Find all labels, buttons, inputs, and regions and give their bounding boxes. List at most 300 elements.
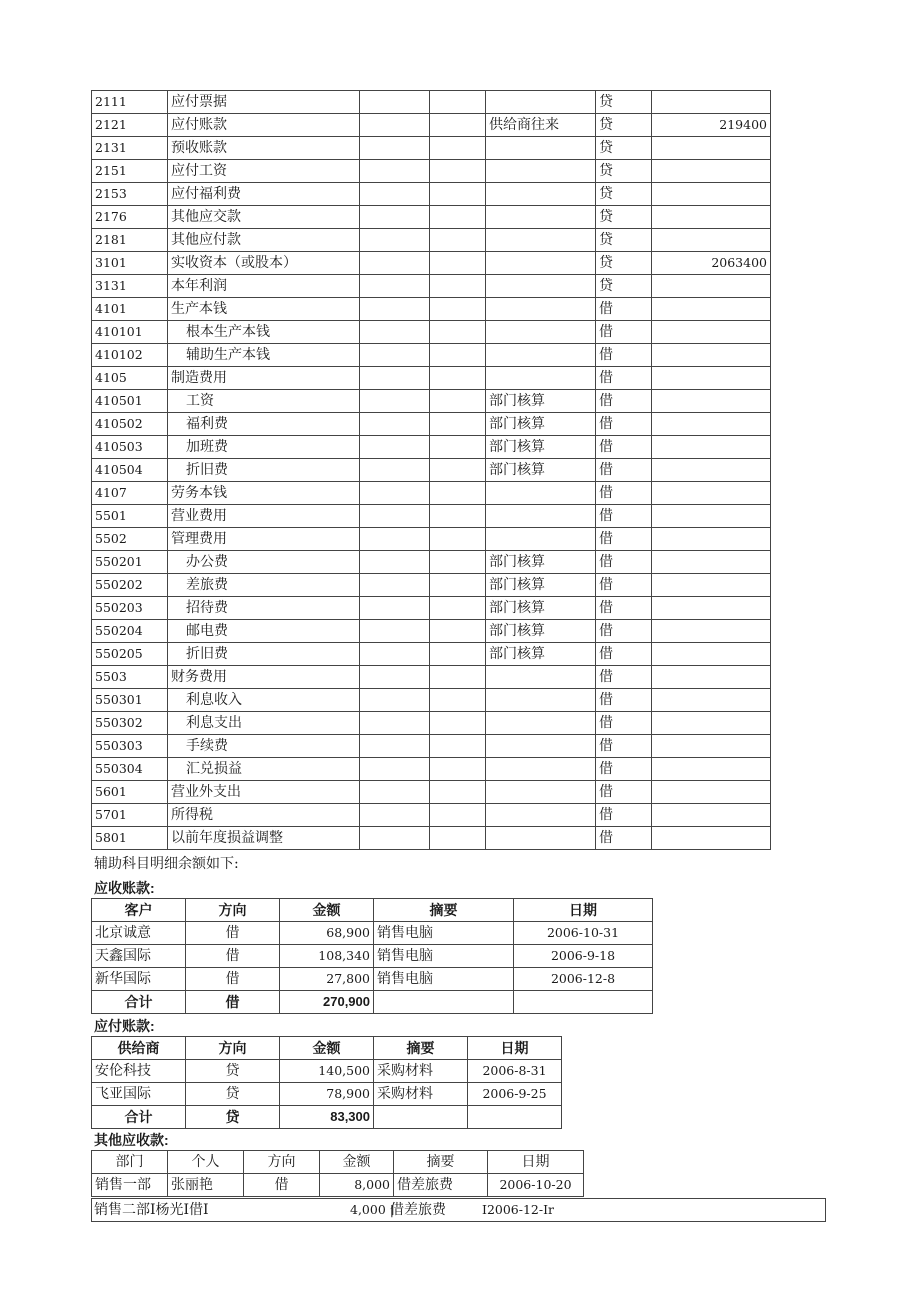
direction-cell: 贷 <box>186 1083 280 1106</box>
account-name: 手续费 <box>168 735 360 758</box>
aux-accounting <box>486 781 596 804</box>
total-row <box>92 991 653 1014</box>
account-row <box>92 827 771 850</box>
empty-cell <box>430 528 486 551</box>
account-row <box>92 666 771 689</box>
balance-direction: 借 <box>596 666 652 689</box>
summary-cell: 销售电脑 <box>374 945 514 968</box>
summary-cell: 采购材料 <box>374 1060 468 1083</box>
empty-cell <box>360 344 430 367</box>
empty-cell <box>360 367 430 390</box>
balance-direction: 借 <box>596 574 652 597</box>
account-name: 应付票据 <box>168 91 360 114</box>
account-code: 5701 <box>92 804 168 827</box>
other-receivables-row-2 <box>91 1198 826 1222</box>
account-row <box>92 735 771 758</box>
aux-accounting <box>486 367 596 390</box>
balance-direction: 借 <box>596 689 652 712</box>
balance-direction: 借 <box>596 597 652 620</box>
balance-direction: 借 <box>596 298 652 321</box>
balance-direction: 贷 <box>596 183 652 206</box>
total-amount: 83,300 <box>280 1106 374 1129</box>
empty-cell <box>360 735 430 758</box>
empty-cell <box>430 597 486 620</box>
aux-accounting <box>486 229 596 252</box>
account-row <box>92 91 771 114</box>
other-receivables-table <box>91 1150 584 1197</box>
account-code: 2121 <box>92 114 168 137</box>
aux-accounting <box>486 298 596 321</box>
table-row <box>92 968 653 991</box>
aux-accounting <box>486 160 596 183</box>
col-header: 方向 <box>186 899 280 922</box>
amount-cell: 140,500 <box>280 1060 374 1083</box>
aux-accounting <box>486 528 596 551</box>
opening-balance <box>652 344 771 367</box>
total-direction: 借 <box>186 991 280 1014</box>
department-cell: 销售一部 <box>92 1174 168 1197</box>
balance-direction: 借 <box>596 758 652 781</box>
summary-cell: 采购材料 <box>374 1083 468 1106</box>
col-header: 个人 <box>168 1151 244 1174</box>
account-code: 410501 <box>92 390 168 413</box>
empty-cell <box>360 436 430 459</box>
account-name: 劳务本钱 <box>168 482 360 505</box>
balance-direction: 借 <box>596 505 652 528</box>
empty-cell <box>430 367 486 390</box>
empty-cell <box>430 321 486 344</box>
empty-cell <box>360 459 430 482</box>
account-code: 410503 <box>92 436 168 459</box>
table-row <box>92 945 653 968</box>
opening-balance <box>652 91 771 114</box>
direction-cell: 借 <box>186 922 280 945</box>
balance-direction: 贷 <box>596 160 652 183</box>
empty-cell <box>360 574 430 597</box>
account-row <box>92 758 771 781</box>
account-name: 邮电费 <box>168 620 360 643</box>
date-cell: 2006-9-25 <box>468 1083 562 1106</box>
empty-cell <box>360 712 430 735</box>
aux-accounting: 部门核算 <box>486 413 596 436</box>
summary-cell: 借差旅费 <box>390 1202 446 1218</box>
direction-cell: 借 <box>186 945 280 968</box>
aux-accounting: 部门核算 <box>486 620 596 643</box>
empty-cell <box>360 666 430 689</box>
account-row <box>92 482 771 505</box>
empty-cell <box>430 758 486 781</box>
aux-accounting <box>486 505 596 528</box>
direction-cell: 贷 <box>186 1060 280 1083</box>
empty-cell <box>430 689 486 712</box>
aux-accounting <box>486 183 596 206</box>
account-code: 550304 <box>92 758 168 781</box>
account-row <box>92 712 771 735</box>
account-code: 410504 <box>92 459 168 482</box>
account-code: 3131 <box>92 275 168 298</box>
empty-cell <box>430 229 486 252</box>
account-row <box>92 620 771 643</box>
balance-direction: 借 <box>596 482 652 505</box>
account-code: 550201 <box>92 551 168 574</box>
balance-direction: 贷 <box>596 252 652 275</box>
col-header: 客户 <box>92 899 186 922</box>
total-label: 合计 <box>92 1106 186 1129</box>
total-row <box>92 1106 562 1129</box>
date-cell: 2006-9-18 <box>514 945 653 968</box>
account-name: 应付账款 <box>168 114 360 137</box>
opening-balance <box>652 597 771 620</box>
opening-balance <box>652 160 771 183</box>
account-name: 利息收入 <box>168 689 360 712</box>
empty-cell <box>360 91 430 114</box>
opening-balance <box>652 459 771 482</box>
date-cell: 2006-8-31 <box>468 1060 562 1083</box>
supplier-cell: 飞亚国际 <box>92 1083 186 1106</box>
payables-title: 应付账款: <box>94 1018 155 1034</box>
empty-cell <box>430 91 486 114</box>
account-name: 其他应交款 <box>168 206 360 229</box>
balance-direction: 借 <box>596 551 652 574</box>
account-row <box>92 459 771 482</box>
empty-cell <box>430 735 486 758</box>
summary-cell: 销售电脑 <box>374 968 514 991</box>
empty-cell <box>360 597 430 620</box>
amount-cell: 27,800 <box>280 968 374 991</box>
aux-accounting <box>486 482 596 505</box>
account-code: 3101 <box>92 252 168 275</box>
balance-direction: 借 <box>596 620 652 643</box>
opening-balance <box>652 482 771 505</box>
account-code: 2181 <box>92 229 168 252</box>
opening-balance <box>652 666 771 689</box>
total-amount: 270,900 <box>280 991 374 1014</box>
empty-cell <box>360 229 430 252</box>
aux-accounting <box>486 252 596 275</box>
amount-cell: 78,900 <box>280 1083 374 1106</box>
empty-cell <box>360 183 430 206</box>
aux-accounting <box>486 137 596 160</box>
aux-accounting <box>486 275 596 298</box>
aux-accounting <box>486 735 596 758</box>
col-header: 金额 <box>320 1151 394 1174</box>
empty-cell <box>360 275 430 298</box>
empty-cell <box>360 137 430 160</box>
other-receivables-title: 其他应收款: <box>94 1132 169 1148</box>
account-row <box>92 413 771 436</box>
empty-cell <box>360 528 430 551</box>
balance-direction: 借 <box>596 321 652 344</box>
empty-cell <box>430 436 486 459</box>
account-code: 2153 <box>92 183 168 206</box>
col-header: 摘要 <box>394 1151 488 1174</box>
account-name: 其他应付款 <box>168 229 360 252</box>
account-row <box>92 528 771 551</box>
opening-balance <box>652 275 771 298</box>
account-code: 550205 <box>92 643 168 666</box>
col-header: 摘要 <box>374 1037 468 1060</box>
empty-cell <box>430 459 486 482</box>
account-code: 550302 <box>92 712 168 735</box>
account-name: 辅助生产本钱 <box>168 344 360 367</box>
account-name: 营业费用 <box>168 505 360 528</box>
account-name: 营业外支出 <box>168 781 360 804</box>
account-row <box>92 183 771 206</box>
empty-cell <box>430 827 486 850</box>
aux-accounting <box>486 344 596 367</box>
account-row <box>92 252 771 275</box>
account-name: 应付福利费 <box>168 183 360 206</box>
account-row <box>92 597 771 620</box>
opening-balance <box>652 643 771 666</box>
account-code: 550203 <box>92 597 168 620</box>
empty-cell <box>374 991 514 1014</box>
aux-accounting <box>486 91 596 114</box>
account-row <box>92 229 771 252</box>
date-cell: 2006-10-31 <box>514 922 653 945</box>
col-header: 金额 <box>280 1037 374 1060</box>
balance-direction: 借 <box>596 367 652 390</box>
opening-balance <box>652 436 771 459</box>
empty-cell <box>360 781 430 804</box>
account-code: 5501 <box>92 505 168 528</box>
account-row <box>92 206 771 229</box>
table-row <box>92 1174 584 1197</box>
empty-cell <box>430 390 486 413</box>
aux-accounting <box>486 758 596 781</box>
opening-balance <box>652 551 771 574</box>
account-name: 制造费用 <box>168 367 360 390</box>
col-header: 摘要 <box>374 899 514 922</box>
empty-cell <box>430 574 486 597</box>
empty-cell <box>360 482 430 505</box>
empty-cell <box>360 252 430 275</box>
empty-cell <box>374 1106 468 1129</box>
total-direction: 贷 <box>186 1106 280 1129</box>
col-header: 日期 <box>468 1037 562 1060</box>
account-name: 招待费 <box>168 597 360 620</box>
account-row <box>92 643 771 666</box>
account-name: 折旧费 <box>168 459 360 482</box>
row-left-text: 销售二部I杨光I借I <box>94 1202 209 1218</box>
aux-accounting <box>486 666 596 689</box>
balance-direction: 贷 <box>596 114 652 137</box>
balance-direction: 贷 <box>596 229 652 252</box>
account-row <box>92 804 771 827</box>
customer-cell: 新华国际 <box>92 968 186 991</box>
opening-balance <box>652 206 771 229</box>
aux-accounting: 部门核算 <box>486 574 596 597</box>
empty-cell <box>360 114 430 137</box>
empty-cell <box>430 551 486 574</box>
balance-direction: 借 <box>596 781 652 804</box>
opening-balance <box>652 298 771 321</box>
account-name: 财务费用 <box>168 666 360 689</box>
opening-balance <box>652 528 771 551</box>
account-row <box>92 275 771 298</box>
empty-cell <box>430 712 486 735</box>
account-name: 生产本钱 <box>168 298 360 321</box>
account-name: 实收资本（或股本） <box>168 252 360 275</box>
empty-cell <box>430 206 486 229</box>
amount-cell: 68,900 <box>280 922 374 945</box>
account-name: 办公费 <box>168 551 360 574</box>
opening-balance <box>652 781 771 804</box>
account-name: 管理费用 <box>168 528 360 551</box>
opening-balance <box>652 137 771 160</box>
summary-cell: 借差旅费 <box>394 1174 488 1197</box>
empty-cell <box>468 1106 562 1129</box>
balance-direction: 借 <box>596 528 652 551</box>
customer-cell: 天鑫国际 <box>92 945 186 968</box>
account-name: 汇兑损益 <box>168 758 360 781</box>
account-name: 本年利润 <box>168 275 360 298</box>
balance-direction: 贷 <box>596 275 652 298</box>
empty-cell <box>360 390 430 413</box>
col-header: 方向 <box>244 1151 320 1174</box>
opening-balance <box>652 321 771 344</box>
col-header: 金额 <box>280 899 374 922</box>
opening-balance <box>652 574 771 597</box>
payables-table <box>91 1036 562 1129</box>
account-name: 预收账款 <box>168 137 360 160</box>
account-row <box>92 781 771 804</box>
empty-cell <box>360 758 430 781</box>
empty-cell <box>430 114 486 137</box>
empty-cell <box>430 137 486 160</box>
receivables-title: 应收账款: <box>94 880 155 896</box>
empty-cell <box>360 298 430 321</box>
balance-direction: 借 <box>596 643 652 666</box>
empty-cell <box>430 160 486 183</box>
account-name: 所得税 <box>168 804 360 827</box>
empty-cell <box>430 620 486 643</box>
opening-balance <box>652 505 771 528</box>
account-row <box>92 574 771 597</box>
empty-cell <box>430 252 486 275</box>
direction-cell: 借 <box>186 968 280 991</box>
account-name: 以前年度损益调整 <box>168 827 360 850</box>
account-code: 4105 <box>92 367 168 390</box>
date-cell: 2006-10-20 <box>488 1174 584 1197</box>
account-row <box>92 689 771 712</box>
account-name: 根本生产本钱 <box>168 321 360 344</box>
aux-accounting: 部门核算 <box>486 436 596 459</box>
table-row <box>92 1060 562 1083</box>
date-cell: I2006-12-Ir <box>482 1202 555 1217</box>
account-code: 2111 <box>92 91 168 114</box>
empty-cell <box>360 620 430 643</box>
person-cell: 张丽艳 <box>168 1174 244 1197</box>
account-row <box>92 367 771 390</box>
opening-balance: 219400 <box>652 114 771 137</box>
account-code: 410101 <box>92 321 168 344</box>
aux-accounting: 部门核算 <box>486 643 596 666</box>
account-row <box>92 436 771 459</box>
empty-cell <box>430 482 486 505</box>
aux-accounting <box>486 827 596 850</box>
account-row <box>92 298 771 321</box>
summary-cell: 销售电脑 <box>374 922 514 945</box>
opening-balance <box>652 367 771 390</box>
aux-accounting <box>486 689 596 712</box>
empty-cell <box>430 413 486 436</box>
opening-balance <box>652 229 771 252</box>
direction-cell: 借 <box>244 1174 320 1197</box>
account-name: 加班费 <box>168 436 360 459</box>
opening-balance <box>652 689 771 712</box>
empty-cell <box>360 827 430 850</box>
empty-cell <box>360 804 430 827</box>
opening-balance <box>652 804 771 827</box>
balance-direction: 借 <box>596 827 652 850</box>
opening-balance <box>652 758 771 781</box>
account-row <box>92 137 771 160</box>
account-row <box>92 551 771 574</box>
balance-direction: 借 <box>596 344 652 367</box>
col-header: 方向 <box>186 1037 280 1060</box>
aux-accounting <box>486 804 596 827</box>
account-code: 5502 <box>92 528 168 551</box>
accounts-table <box>91 90 771 850</box>
account-code: 550204 <box>92 620 168 643</box>
aux-accounting: 部门核算 <box>486 597 596 620</box>
account-code: 4101 <box>92 298 168 321</box>
empty-cell <box>430 505 486 528</box>
empty-cell <box>360 160 430 183</box>
account-code: 550202 <box>92 574 168 597</box>
balance-direction: 贷 <box>596 137 652 160</box>
empty-cell <box>360 643 430 666</box>
aux-accounting: 部门核算 <box>486 551 596 574</box>
supplier-cell: 安伦科技 <box>92 1060 186 1083</box>
opening-balance <box>652 183 771 206</box>
account-code: 5601 <box>92 781 168 804</box>
col-header: 部门 <box>92 1151 168 1174</box>
empty-cell <box>360 505 430 528</box>
aux-accounting: 部门核算 <box>486 459 596 482</box>
account-name: 利息支出 <box>168 712 360 735</box>
account-row <box>92 344 771 367</box>
balance-direction: 借 <box>596 436 652 459</box>
detail-caption: 辅助科目明细余额如下: <box>94 856 239 872</box>
account-name: 差旅费 <box>168 574 360 597</box>
account-name: 折旧费 <box>168 643 360 666</box>
opening-balance <box>652 712 771 735</box>
date-cell: 2006-12-8 <box>514 968 653 991</box>
col-header: 日期 <box>514 899 653 922</box>
empty-cell <box>430 781 486 804</box>
account-name: 工资 <box>168 390 360 413</box>
aux-accounting <box>486 206 596 229</box>
account-code: 2151 <box>92 160 168 183</box>
account-code: 550303 <box>92 735 168 758</box>
amount-cell: 108,340 <box>280 945 374 968</box>
balance-direction: 借 <box>596 735 652 758</box>
balance-direction: 借 <box>596 390 652 413</box>
balance-direction: 借 <box>596 804 652 827</box>
account-code: 2131 <box>92 137 168 160</box>
customer-cell: 北京诚意 <box>92 922 186 945</box>
empty-cell <box>514 991 653 1014</box>
balance-direction: 借 <box>596 459 652 482</box>
opening-balance <box>652 413 771 436</box>
account-code: 4107 <box>92 482 168 505</box>
opening-balance <box>652 827 771 850</box>
opening-balance <box>652 390 771 413</box>
account-code: 410102 <box>92 344 168 367</box>
account-code: 5801 <box>92 827 168 850</box>
